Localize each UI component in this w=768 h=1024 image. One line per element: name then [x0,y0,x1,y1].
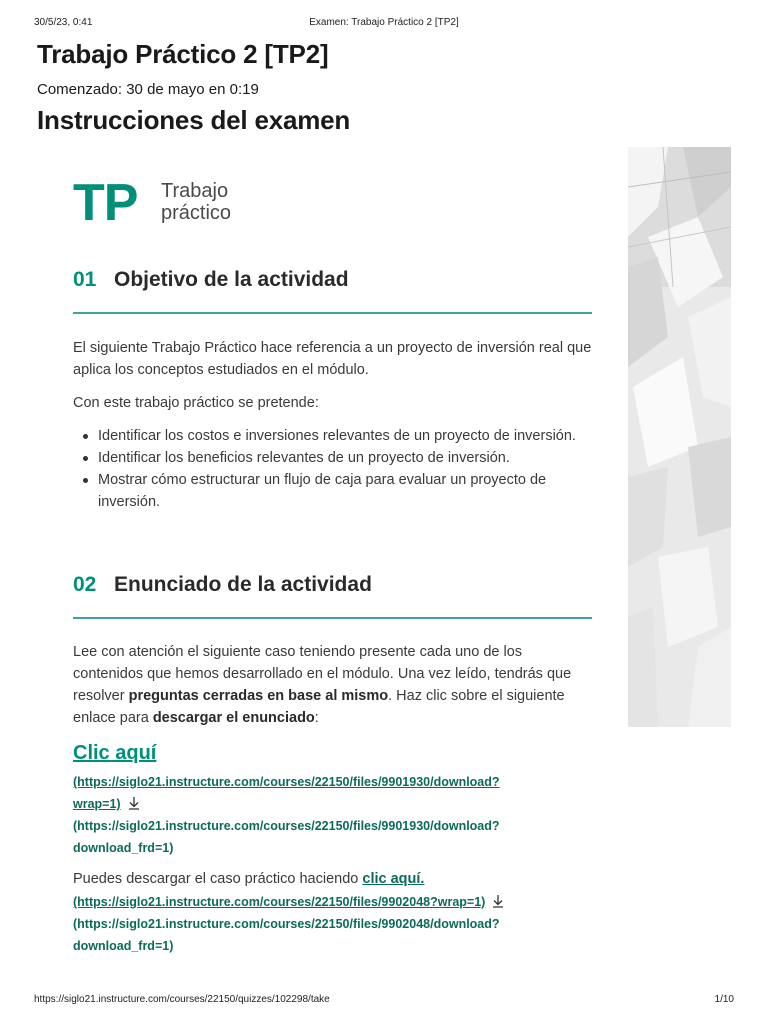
download-url-link[interactable] [73,796,141,812]
tp-logo-line2: práctico [161,202,232,224]
list-item: Identificar los costos e inversiones relevantes de un proyecto de inversión. [73,425,593,447]
download-icon[interactable] [127,796,141,810]
list-item: Identificar los beneficios relevantes de un proyecto de inversión. [73,447,593,469]
objetivo-intro: El siguiente Trabajo Práctico hace referencia a un proyecto de inversión real que aplica los conceptos estudiados en el módulo. [73,340,592,378]
print-document-title: Examen: Trabajo Práctico 2 [TP2] [309,17,459,28]
download-url-link[interactable]: (https://siglo21.instructure.com/courses/22150/files/9901930/download? [73,819,500,833]
enunciado-text: . Haz clic sobre el siguiente enlace para [73,688,565,726]
case-clic-aqui-link[interactable]: clic aquí. [362,871,425,887]
case-url-text: (https://siglo21.instructure.com/courses/22150/files/9902048?wrap=1) [73,895,486,909]
section-title: Objetivo de la actividad [114,268,349,291]
enunciado-paragraph [73,641,593,729]
download-url-link[interactable]: download_frd=1) [73,841,174,855]
section-divider [73,617,592,619]
page-number: 1/10 [714,994,734,1005]
case-url-link[interactable]: (https://siglo21.instructure.com/courses/22150/files/9902048/download? [73,917,500,931]
download-url-text: wrap=1) [73,797,121,811]
section-number: 02 [73,573,97,596]
download-url-link[interactable]: (https://siglo21.instructure.com/courses/22150/files/9901930/download? [73,775,500,789]
instructions-heading: Instrucciones del examen [37,105,351,135]
case-paragraph [73,868,593,890]
section-number: 01 [73,268,97,291]
objetivo-list [73,425,593,513]
enunciado-text: : [314,710,319,726]
section-divider [73,312,592,314]
enunciado-bold: preguntas cerradas en base al mismo [128,688,389,704]
objetivo-lead: Con este trabajo práctico se pretende: [73,395,319,411]
tp-logo-caption [161,180,281,224]
print-footer [34,994,734,1008]
enunciado-bold: descargar el enunciado [152,710,315,726]
list-item: Mostrar cómo estructurar un flujo de caja para evaluar un proyecto de inversión. [73,469,593,513]
tp-logo-abbrev: TP [73,174,138,232]
enunciado-text: Lee con atención el siguiente caso teniendo presente cada uno de los contenidos que hemos desarrollado en el módulo. Una vez leído, tendrás que resolver [73,644,572,704]
clic-aqui-link[interactable]: Clic aquí [73,742,157,764]
case-url-link[interactable] [73,894,505,910]
print-footer-url: https://siglo21.instructure.com/courses/22150/quizzes/102298/take [34,994,330,1005]
section-title: Enunciado de la actividad [114,573,372,596]
print-header [34,17,734,31]
case-text: Puedes descargar el caso práctico haciendo [73,871,363,887]
case-url-link[interactable]: download_frd=1) [73,939,174,953]
print-datetime: 30/5/23, 0:41 [34,17,93,28]
decorative-side-image [628,147,731,727]
download-icon[interactable] [491,894,505,908]
tp-logo-line1: Trabajo [161,180,229,202]
quiz-title: Trabajo Práctico 2 [TP2] [37,39,329,69]
abstract-structure-image [628,147,731,727]
started-timestamp: Comenzado: 30 de mayo en 0:19 [37,81,259,98]
